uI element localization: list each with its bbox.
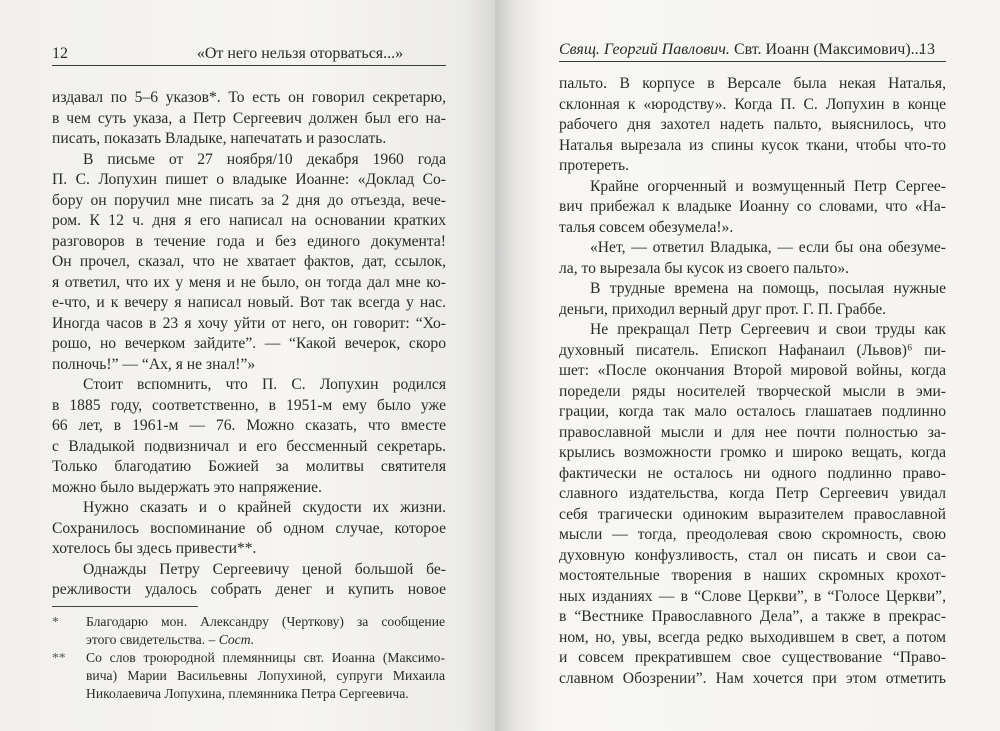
running-title [559,40,923,60]
text-line-content: режливости удалось собрать денег и купить новое [52,581,446,598]
text-line-content: издавал по 5–6 указов*. То есть он говорил секретарю, [52,89,446,106]
text-line-content: можно было выдержать это напряжение. [52,478,322,496]
text-line [559,382,946,403]
text-line [559,136,946,157]
text-line [559,156,946,177]
text-line [559,402,946,423]
text-line-content: рабочего дня захотел надеть пальто, выяснилось, что [559,116,946,133]
text-line-content: разговоров в течение года и без единого документа! [52,232,446,250]
text-line [52,580,446,601]
text-line [52,478,446,499]
text-line [559,74,946,95]
text-line-content: крылись возможности громко и широко вещать, когда [559,444,946,461]
text-line [559,423,946,444]
footnote-line [86,613,445,631]
text-line [52,437,446,458]
text-line [52,252,446,273]
text-line [559,607,946,628]
text-line-content: талья совсем обезумела!». [559,218,734,236]
text-line-content: ром. К 12 ч. дня я его написал на основании кратких [52,212,446,229]
text-line-content: духовный писатель. Епископ Нафанаил (Львов)⁶ пи- [559,341,946,359]
text-line [559,546,946,567]
text-line [52,232,446,253]
text-line-content: В письме от 27 ноября/10 декабря 1960 года [83,150,446,168]
text-line-content: Не прекращал Петр Сергеевич и свои труды как [590,321,946,338]
text-line [52,314,446,335]
footnotes [52,613,445,703]
body-text [559,74,946,689]
text-line [559,505,946,526]
text-line-content: Наталья вырезала из спины кусок ткани, чтобы что-то [559,136,946,154]
footnote-line [86,649,445,667]
text-line-content: православной мысли и для нее почти полностью за- [559,423,946,441]
footnote-attribution: Сост. [218,632,255,647]
running-title-text: Свт. Иоанн (Максимович)... [733,41,923,58]
text-line-content: полночь!” — “Ах, я не знал!”» [52,355,256,373]
text-line-content: Иногда часов в 23 я хочу уйти от него, он говорит: “Хо- [52,314,446,332]
text-line [52,273,446,294]
text-line-content: рошо, но вечерком зайдите”. — “Какой вечерок, скоро [52,335,446,352]
text-line-content: Стоит вспомнить, что П. С. Лопухин родился [83,376,446,393]
text-line-content: писать, показать Владыке, напечатать и разослать. [52,130,387,147]
text-line [52,109,446,130]
running-title: «От него нельзя оторваться...» [196,45,404,62]
text-line [52,355,446,376]
text-line-content: 66 лет, в 1961-м — 76. Можно сказать, что вместе [52,417,446,434]
text-line [52,334,446,355]
footnote-text: Со слов троюродной племянницы свт. Иоанна (Максимо- [86,650,445,665]
text-line-content: с Владыкой подвизничал и его бессменный секретарь. [52,437,446,455]
text-line-content: Только благодатию Божией за молитвы святителя [52,458,446,475]
page-number: 13 [919,41,935,58]
text-line [52,129,446,150]
text-line-content: и совсем прекратившем свое существование “Право- [559,649,946,666]
text-line-content: себя трагически одиноким выразителем православной [559,505,946,523]
header-rule [559,61,946,62]
text-line-content: ных изданиях — в “Слове Церкви”, в “Голосе Церкви”, [559,587,946,605]
text-line [559,525,946,546]
text-line [52,375,446,396]
text-line-content: деньги, приходил верный друг прот. Г. П. Граббе. [559,300,887,318]
text-line-content: поредели ряды носителей творческой мысли в эми- [559,382,946,400]
footnote-line [86,631,445,649]
footnote-text: Николаевича Лопухина, племянника Петра Сергеевича. [86,686,409,701]
footnote-line [86,667,445,685]
text-line [52,539,446,560]
text-line [52,519,446,540]
text-line [52,170,446,191]
text-line [559,95,946,116]
text-line-content: ном, но, увы, всегда редко выходившем в свет, а потом [559,628,946,646]
text-line-content: фактически не осталось ни одного подлинно право- [559,464,946,482]
text-line [52,560,446,581]
text-line-content: протереть. [559,157,630,174]
text-line-content: мысли — тогда, преодолевая свою скромность, свою [559,526,946,543]
footnote-mark: * [52,614,59,629]
text-line-content: славного издательства, когда Петр Сергеевич увидал [559,485,946,502]
running-title-author: Свящ. Георгий Павлович. [559,41,730,58]
text-line [52,396,446,417]
text-line-content: «Нет, — ответил Владыка, — если бы она обезуме- [590,239,946,256]
text-line-content: хотелось бы здесь привести**. [52,540,257,557]
footnote [52,649,445,703]
text-line [559,361,946,382]
text-line-content: Крайне огорченный и возмущенный Петр Сергее- [590,177,946,195]
text-line-content: в чем суть указа, а Петр Сергеевич должен был его на- [52,109,446,127]
left-page [0,0,495,731]
text-line [559,320,946,341]
text-line [52,88,446,109]
text-line-content: славном Обозрении”. Нам хочется при этом отметить [559,669,946,687]
text-line [559,218,946,239]
body-text [52,88,446,601]
right-page [495,0,1000,731]
text-line-content: склонная к «юродству». Когда П. С. Лопухин в конце [559,95,946,113]
text-line [559,197,946,218]
text-line-content: вич прибежал к владыке Иоанну со словами, что «На- [559,198,946,215]
text-line [52,150,446,171]
text-line-content: В трудные времена на помощь, посылая нужные [590,280,946,297]
text-line-content: е-что, и к вечеру я написал новый. Вот так всегда у нас. [52,294,446,311]
text-line-content: Однажды Петру Сергеевичу ценой большой бе- [83,560,446,578]
footnote-text: этого свидетельства. – [86,632,216,647]
text-line [559,279,946,300]
text-line-content: шет: «После окончания Второй мировой войны, когда [559,362,946,379]
text-line [559,464,946,485]
text-line [559,648,946,669]
text-line [559,443,946,464]
text-line [559,177,946,198]
text-line-content: Нужно сказать и о крайней скудости их жизни. [83,499,446,516]
text-line [559,238,946,259]
text-line [52,191,446,212]
text-line [52,498,446,519]
text-line [559,628,946,649]
text-line [559,587,946,608]
text-line [559,115,946,136]
text-line [559,484,946,505]
text-line-content: в “Вестнике Православного Дела”, а также в прекрас- [559,608,946,625]
text-line-content: я ответил, что их у меня и не было, он тогда дал мне ко- [52,273,446,291]
footnote-text: вича) Марии Васильевны Лопухиной, супруги Михаила [86,668,445,683]
text-line-content: мостоятельные творения в наших скромных крохот- [559,567,946,584]
text-line-content: духовную конфузливость, стал он писать и свои са- [559,546,946,564]
footnote-line [86,685,445,703]
page-number: 12 [52,45,68,62]
text-line [52,457,446,478]
text-line-content: Сохранилось воспоминание об одном случае, которое [52,519,446,537]
footnote-mark: ** [52,650,66,665]
text-line-content: грации, когда так мало осталось глашатаев подлинно [559,403,946,420]
text-line [559,341,946,362]
header-rule [52,65,446,66]
text-line [559,300,946,321]
footnote-text: Благодарю мон. Александру (Черткову) за сообщение [86,614,445,629]
text-line [559,259,946,280]
text-line [52,293,446,314]
text-line-content: Он прочел, сказал, что не хватает фактов, дат, ссылок, [52,253,446,270]
text-line-content: ла, то вырезала бы кусок из своего пальто». [559,259,850,277]
footnote [52,613,445,649]
text-line-content: бору он поручил мне писать за 2 дня до отъезда, вече- [52,191,446,209]
text-line [52,211,446,232]
text-line [559,669,946,690]
text-line-content: пальто. В корпусе в Версале была некая Наталья, [559,75,946,92]
text-line-content: П. С. Лопухин пишет о владыке Иоанне: «Доклад Со- [52,171,446,188]
text-line [52,416,446,437]
text-line [559,566,946,587]
text-line-content: в 1885 году, соответственно, в 1951-м ему было уже [52,396,446,414]
footnote-rule [52,606,198,607]
